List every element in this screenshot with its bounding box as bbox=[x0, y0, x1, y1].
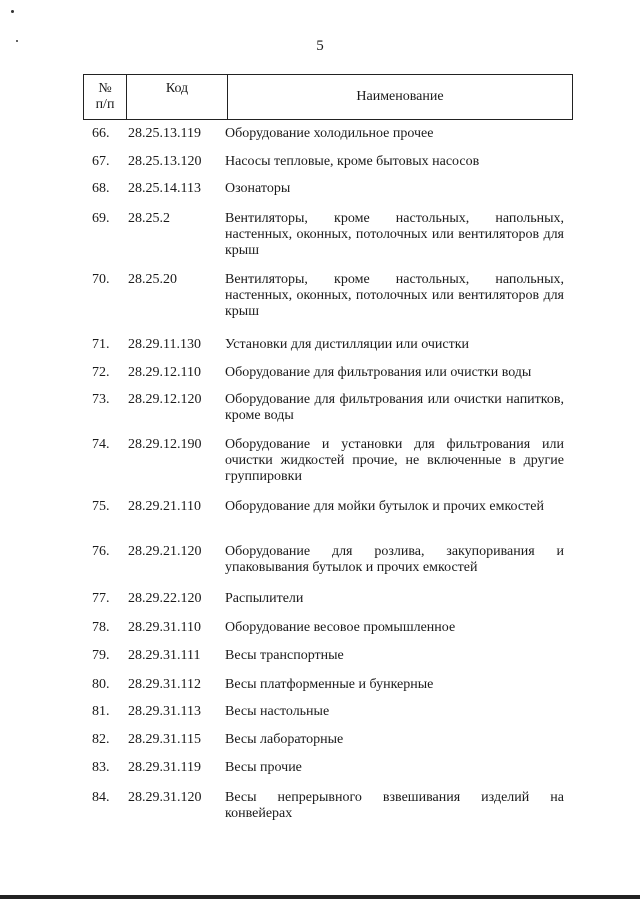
row-name: Весы прочие bbox=[225, 760, 302, 775]
row-code: 28.29.31.120 bbox=[128, 790, 202, 805]
row-code: 28.29.21.110 bbox=[128, 499, 201, 514]
row-name: Насосы тепловые, кроме бытовых насосов bbox=[225, 154, 480, 169]
row-code: 28.29.31.115 bbox=[128, 732, 201, 747]
row-number: 66. bbox=[92, 126, 110, 141]
row-number: 75. bbox=[92, 499, 110, 514]
row-number: 78. bbox=[92, 620, 110, 635]
row-name: Весы непрерывного взвешивания изделий на конвейерах bbox=[225, 790, 564, 821]
row-code: 28.25.13.120 bbox=[128, 154, 202, 169]
header-name: Наименование bbox=[356, 89, 444, 104]
row-name: Установки для дистилляции или очистки bbox=[225, 337, 469, 352]
row-code: 28.29.12.120 bbox=[128, 392, 202, 407]
row-number: 83. bbox=[92, 760, 110, 775]
row-number: 68. bbox=[92, 181, 110, 196]
row-code: 28.29.21.120 bbox=[128, 544, 202, 559]
row-code: 28.29.31.113 bbox=[128, 704, 201, 719]
table-header bbox=[83, 74, 573, 120]
row-name: Весы лабораторные bbox=[225, 732, 344, 747]
row-code: 28.29.31.112 bbox=[128, 677, 201, 692]
row-name: Оборудование холодильное прочее bbox=[225, 126, 434, 141]
row-code: 28.25.2 bbox=[128, 211, 170, 226]
row-number: 81. bbox=[92, 704, 110, 719]
row-name: Вентиляторы, кроме настольных, напольных, настенных, оконных, потолочных или вентиляторов для крыш bbox=[225, 272, 564, 319]
row-code: 28.29.12.110 bbox=[128, 365, 201, 380]
page-number: 5 bbox=[316, 38, 324, 54]
row-name: Озонаторы bbox=[225, 181, 291, 196]
row-code: 28.25.20 bbox=[128, 272, 177, 287]
row-number: 76. bbox=[92, 544, 110, 559]
row-number: 70. bbox=[92, 272, 110, 287]
row-name: Оборудование для розлива, закупоривания и упаковывания бутылок и прочих емкостей bbox=[225, 544, 564, 575]
row-number: 72. bbox=[92, 365, 110, 380]
row-code: 28.29.31.119 bbox=[128, 760, 201, 775]
row-number: 80. bbox=[92, 677, 110, 692]
row-code: 28.29.11.130 bbox=[128, 337, 201, 352]
header-code: Код bbox=[127, 75, 228, 119]
row-name: Оборудование для мойки бутылок и прочих емкостей bbox=[225, 499, 544, 514]
row-number: 74. bbox=[92, 437, 110, 452]
row-code: 28.25.13.119 bbox=[128, 126, 201, 141]
row-code: 28.29.12.190 bbox=[128, 437, 202, 452]
row-number: 79. bbox=[92, 648, 110, 663]
row-name: Весы платформенные и бункерные bbox=[225, 677, 434, 692]
row-name: Оборудование весовое промышленное bbox=[225, 620, 456, 635]
row-name: Распылители bbox=[225, 591, 304, 606]
row-code: 28.25.14.113 bbox=[128, 181, 201, 196]
row-name: Весы настольные bbox=[225, 704, 330, 719]
header-number: № п/п bbox=[84, 75, 127, 119]
row-number: 71. bbox=[92, 337, 110, 352]
row-name: Оборудование для фильтрования или очистки воды bbox=[225, 365, 532, 380]
row-number: 82. bbox=[92, 732, 110, 747]
row-number: 73. bbox=[92, 392, 110, 407]
row-code: 28.29.31.111 bbox=[128, 648, 201, 663]
scan-speck bbox=[11, 10, 14, 13]
row-name: Оборудование и установки для фильтрования или очистки жидкостей прочие, не включенные в другие группировки bbox=[225, 437, 564, 484]
row-name: Весы транспортные bbox=[225, 648, 344, 663]
row-name: Вентиляторы, кроме настольных, напольных, настенных, оконных, потолочных или вентиляторов для крыш bbox=[225, 211, 564, 258]
row-number: 69. bbox=[92, 211, 110, 226]
row-code: 28.29.31.110 bbox=[128, 620, 201, 635]
row-name: Оборудование для фильтрования или очистки напитков, кроме воды bbox=[225, 392, 564, 423]
row-code: 28.29.22.120 bbox=[128, 591, 202, 606]
row-number: 84. bbox=[92, 790, 110, 805]
scan-edge bbox=[0, 895, 640, 899]
row-number: 77. bbox=[92, 591, 110, 606]
row-number: 67. bbox=[92, 154, 110, 169]
